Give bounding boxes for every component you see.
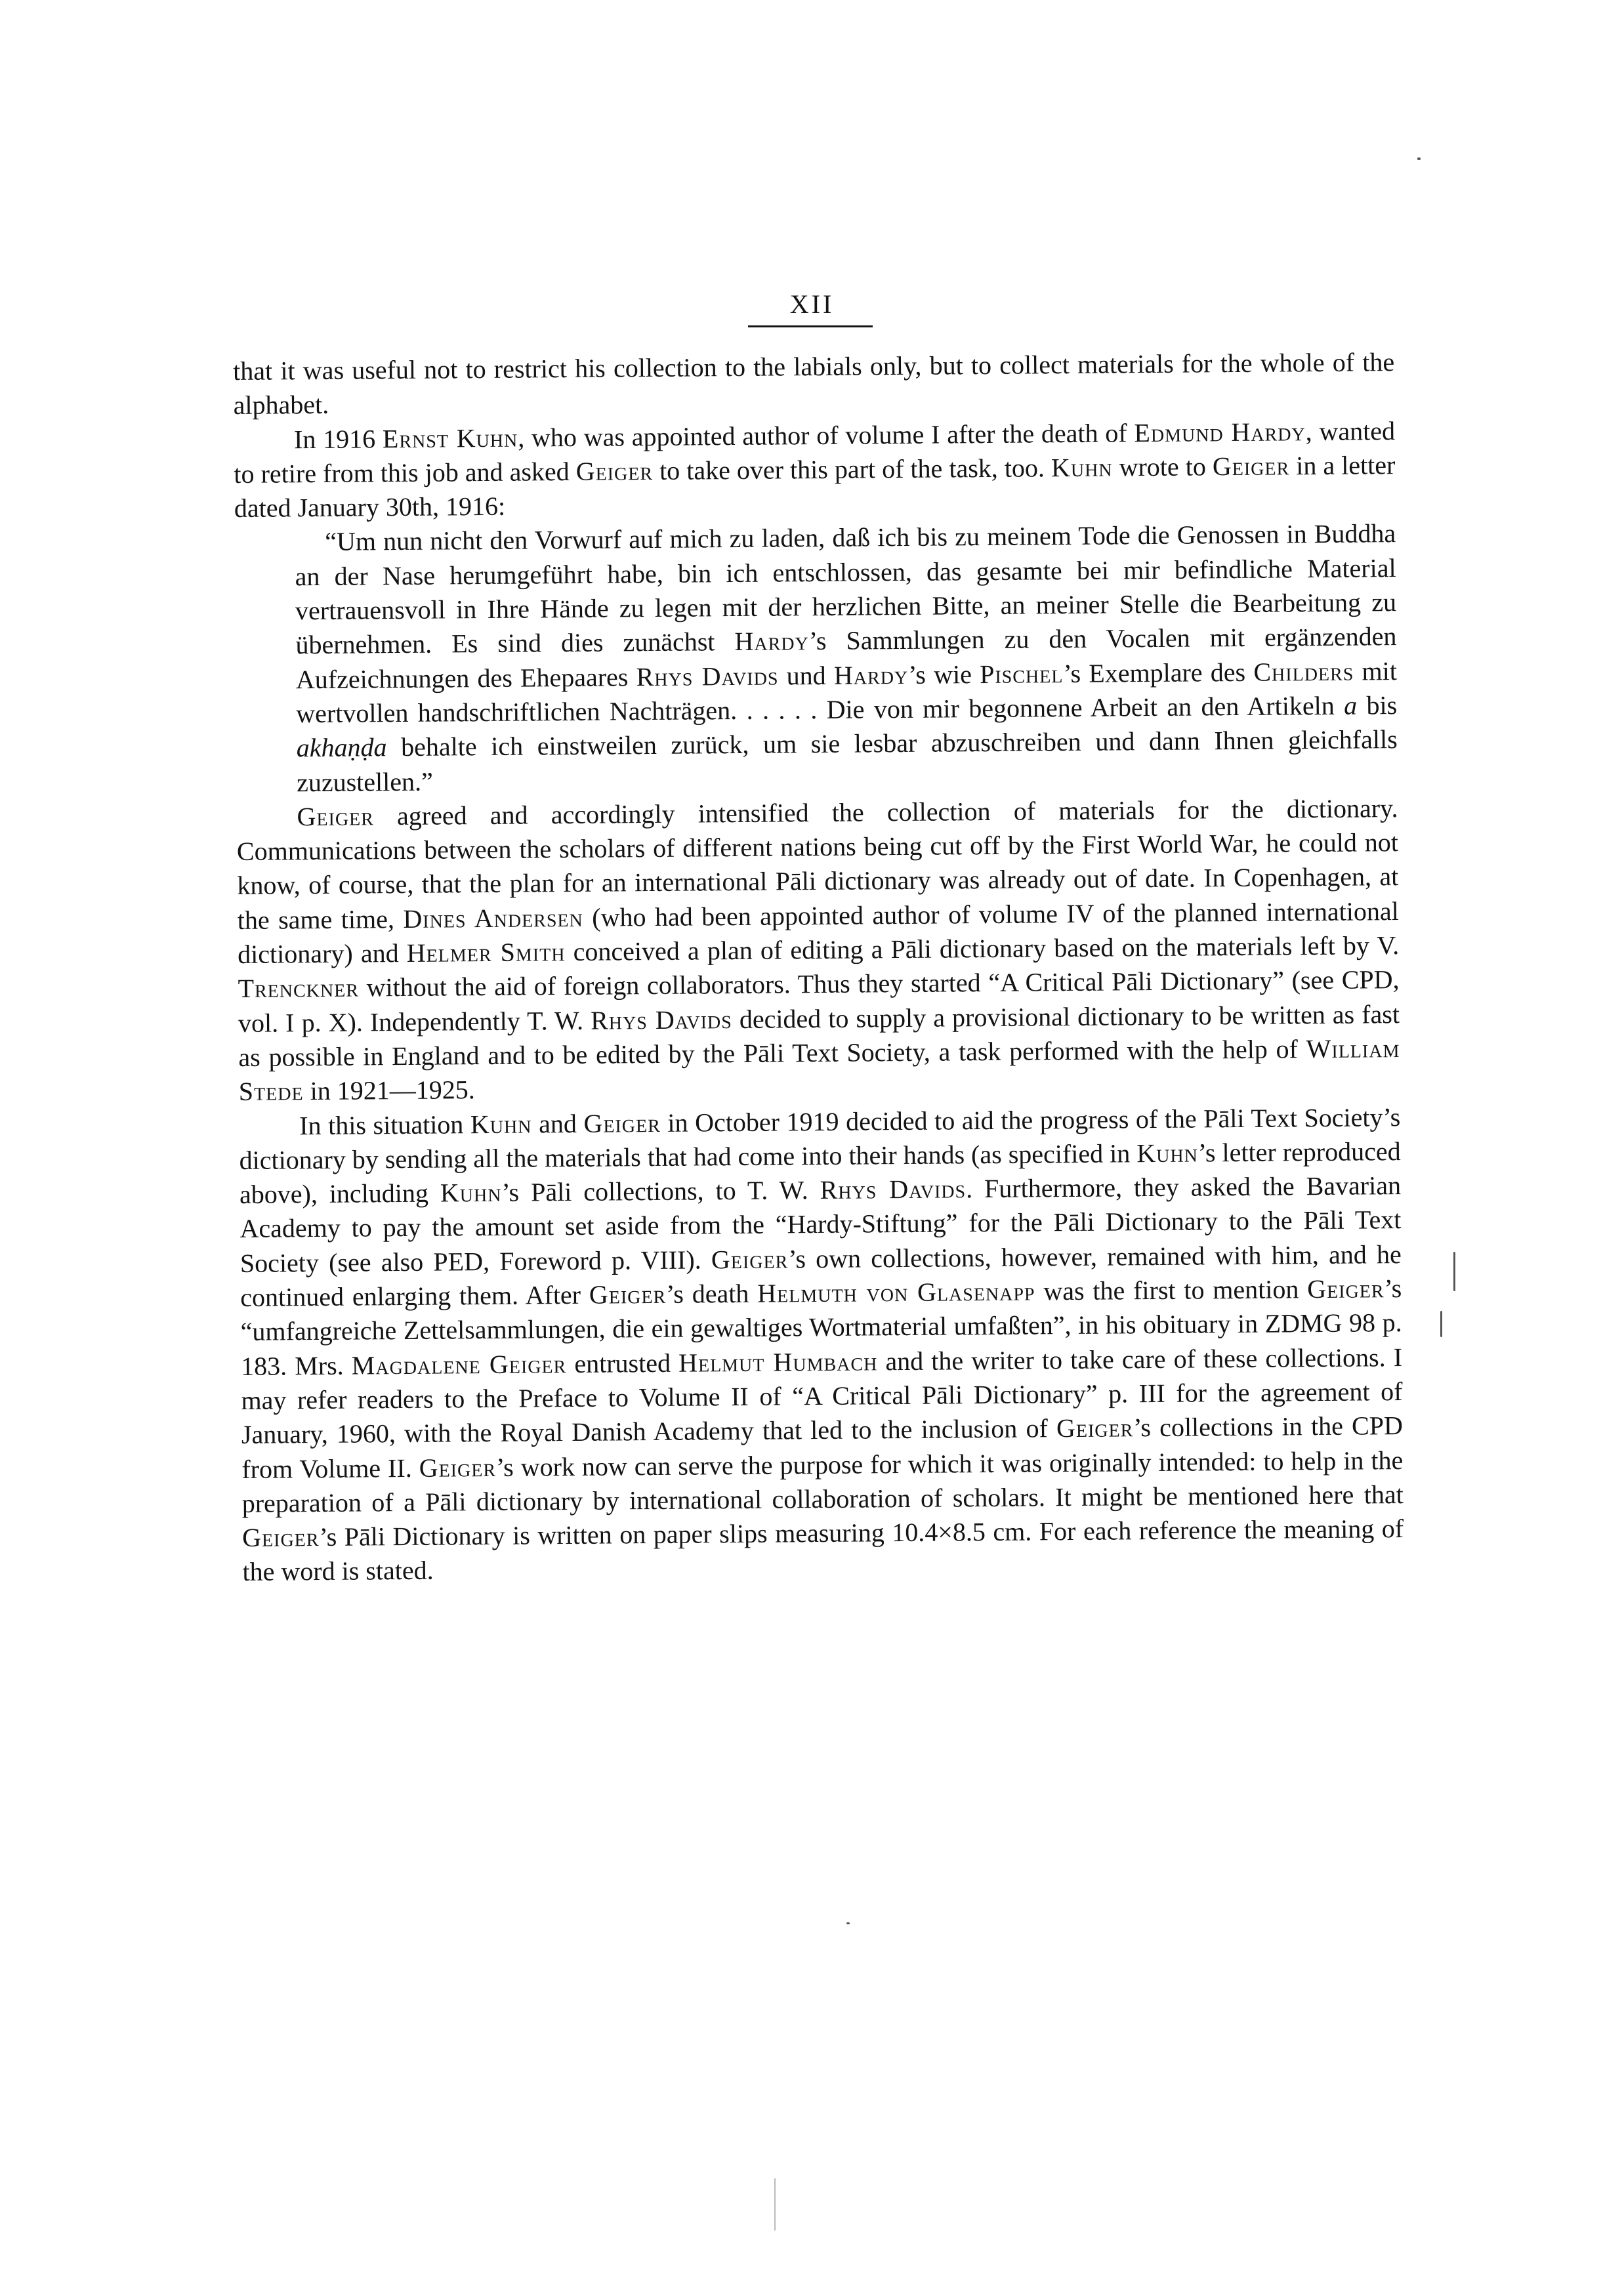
text-run: conceived a plan of editing a Pāli dictionary based on the materials left by V.	[565, 930, 1400, 967]
scan-speck	[846, 1922, 850, 1924]
name-smallcaps: Geiger	[711, 1244, 789, 1275]
name-smallcaps: Trenckner	[238, 972, 360, 1004]
text-run: In 1916	[293, 423, 383, 454]
name-smallcaps: Helmuth von Glasenapp	[757, 1276, 1035, 1308]
name-smallcaps: William Stede	[238, 1033, 1400, 1107]
name-smallcaps: Kuhn	[1136, 1138, 1198, 1168]
paragraph	[236, 791, 1400, 1109]
name-smallcaps: Geiger	[575, 455, 654, 486]
paragraph	[239, 1100, 1404, 1590]
text-run: without the aid of foreign collaborators. Thus they started “A Critical Pāli Dictionary” (see CPD, vol. I p. X). Independently T. W.	[238, 964, 1400, 1038]
text-run: decided to supply a provisional dictionary to be written as fast as possible in England and to be edited by the Pāli Text Society, a task performed with the help of	[238, 999, 1400, 1072]
name-smallcaps: Kuhn	[470, 1108, 532, 1139]
text-run: . Furthermore, they asked the Bavarian Academy to pay the amount set aside from the “Hardy-Stiftung” for the Pāli Dictionary to the Pāli Text Society (see also PED, Foreword p. VIII).	[239, 1170, 1402, 1278]
text-run: ’s death	[666, 1278, 758, 1309]
scan-speck	[774, 2178, 776, 2231]
text-run: ’s Exemplare des	[1063, 657, 1254, 688]
text-run: ’s work now can serve the purpose for which it was originally intended: to help in the preparation of a Pāli dictionary by international collaboration of scholars. It might be mentioned here that	[241, 1445, 1404, 1518]
text-run: (who had been appointed author of volume IV of the planned international dictionary) and	[238, 896, 1399, 970]
text-run: and	[531, 1108, 584, 1138]
quoted-letter	[234, 517, 1398, 800]
page-number-rule	[748, 325, 873, 327]
name-smallcaps: Helmer Smith	[406, 937, 566, 968]
name-smallcaps: Ernst Kuhn	[382, 423, 518, 453]
text-run: ’s Pāli Dictionary is written on paper slips measuring 10.4×8.5 cm. For each reference the meaning of the word is stated.	[242, 1514, 1404, 1587]
text-run: agreed and accordingly intensified the collection of materials for the dictionary. Communications between the scholars of different nations being cut off by the First World War, he could not know, of course, that the plan for an international Pāli dictionary was already out of date. In Copenhagen, at the same time,	[236, 793, 1399, 935]
name-smallcaps: Kuhn	[440, 1177, 502, 1208]
text-run: was the first to mention	[1035, 1274, 1308, 1306]
name-smallcaps: Geiger	[297, 801, 375, 832]
text-run: ’s Pāli collections, to T. W.	[501, 1175, 820, 1207]
text-run: ’s wie	[908, 659, 980, 690]
name-smallcaps: Rhys Davids	[636, 661, 779, 692]
name-smallcaps: Childers	[1253, 656, 1354, 687]
text-run: mit wertvollen handschriftlichen Nachträgen. . . . . . Die von mir begonnene Arbeit an den Artikeln	[296, 655, 1398, 729]
name-smallcaps: Pischel	[979, 658, 1064, 689]
name-smallcaps: Rhys Davids	[820, 1174, 967, 1205]
name-smallcaps: Geiger	[1056, 1413, 1134, 1443]
italic-term: a	[1343, 690, 1358, 720]
paragraph	[234, 414, 1396, 526]
name-smallcaps: Kuhn	[1051, 452, 1113, 483]
text-run: entrusted	[566, 1348, 679, 1378]
text-run: in 1921—1925.	[303, 1075, 475, 1106]
scan-speck	[1417, 157, 1421, 160]
name-smallcaps: Geiger	[589, 1279, 667, 1310]
name-smallcaps: Geiger	[419, 1452, 497, 1483]
text-run: and the writer to take care of these collections. I may refer readers to the Preface to Volume II of “A Critical Pāli Dictionary” p. III for the agreement of January, 1960, with the Royal Danish Academy that led to the inclusion of	[241, 1342, 1403, 1450]
name-smallcaps: Hardy	[833, 659, 909, 690]
text-run: ’s “umfangreiche Zettelsammlungen, die ein gewaltiges Wortmaterial umfaßten”, in his obituary in ZDMG 98 p. 183. Mrs.	[240, 1273, 1402, 1381]
name-smallcaps: Dines Andersen	[403, 902, 583, 934]
text-run: ’s collections in the CPD from Volume II.	[241, 1411, 1404, 1484]
text-run: to take over this part of the task, too.	[652, 453, 1052, 486]
text-run: “Um nun nicht den Vorwurf auf mich zu laden, daß ich bis zu meinem Tode die Genossen in Buddha an der Nase herumgeführt habe, bin ich entschlossen, das gesamte bei mir befindliche Material vertrauensvoll in Ihre Hände zu legen mit der herzlichen Bitte, an meiner Stelle die Bearbeitung zu übernehmen. Es sind dies zunächst	[295, 518, 1397, 660]
text-run: in October 1919 decided to aid the progress of the Pāli Text Society’s dictionary by sending all the materials that had come into their hands (as specified in	[239, 1102, 1401, 1175]
text-run: ’s letter reproduced above), including	[239, 1136, 1401, 1210]
name-smallcaps: Geiger	[241, 1522, 320, 1553]
text-run: , who was appointed author of volume I after the death of	[518, 417, 1135, 453]
page-number: XII	[789, 289, 835, 319]
name-smallcaps: Edmund Hardy	[1134, 416, 1306, 447]
text-run: behalte ich einstweilen zurück, um sie lesbar abzuschreiben und dann Ihnen gleichfalls zuzustellen.”	[296, 724, 1398, 797]
name-smallcaps: Rhys Davids	[590, 1004, 732, 1035]
name-smallcaps: Magdalene Geiger	[351, 1348, 567, 1380]
scan-speck	[1453, 1252, 1455, 1291]
text-run: ’s Sammlungen zu den Vocalen mit ergänzenden Aufzeichnungen des Ehepaares	[295, 621, 1397, 694]
text-run: bis	[1356, 690, 1398, 720]
name-smallcaps: Geiger	[583, 1107, 661, 1138]
name-smallcaps: Hardy	[734, 626, 809, 657]
scan-speck	[1440, 1311, 1442, 1337]
text-run: in a letter dated January 30th, 1916:	[234, 449, 1396, 524]
text-run: In this situation	[299, 1109, 471, 1140]
name-smallcaps: Geiger	[1212, 451, 1290, 482]
name-smallcaps: Geiger	[1307, 1273, 1385, 1304]
text-run: , wanted to retire from this job and asked	[234, 415, 1396, 489]
text-run: wrote to	[1112, 451, 1213, 482]
paragraph	[233, 345, 1395, 423]
name-smallcaps: Helmut Humbach	[678, 1346, 878, 1378]
text-run: und	[778, 660, 835, 691]
text-run: ’s own collections, however, remained with him, and he continued enlarging them. After	[240, 1239, 1402, 1312]
text-run: that it was useful not to restrict his collection to the labials only, but to collect materials for the whole of the alphabet.	[233, 347, 1395, 421]
italic-term: akhaṇḍa	[296, 732, 387, 763]
body-text	[233, 345, 1404, 1590]
